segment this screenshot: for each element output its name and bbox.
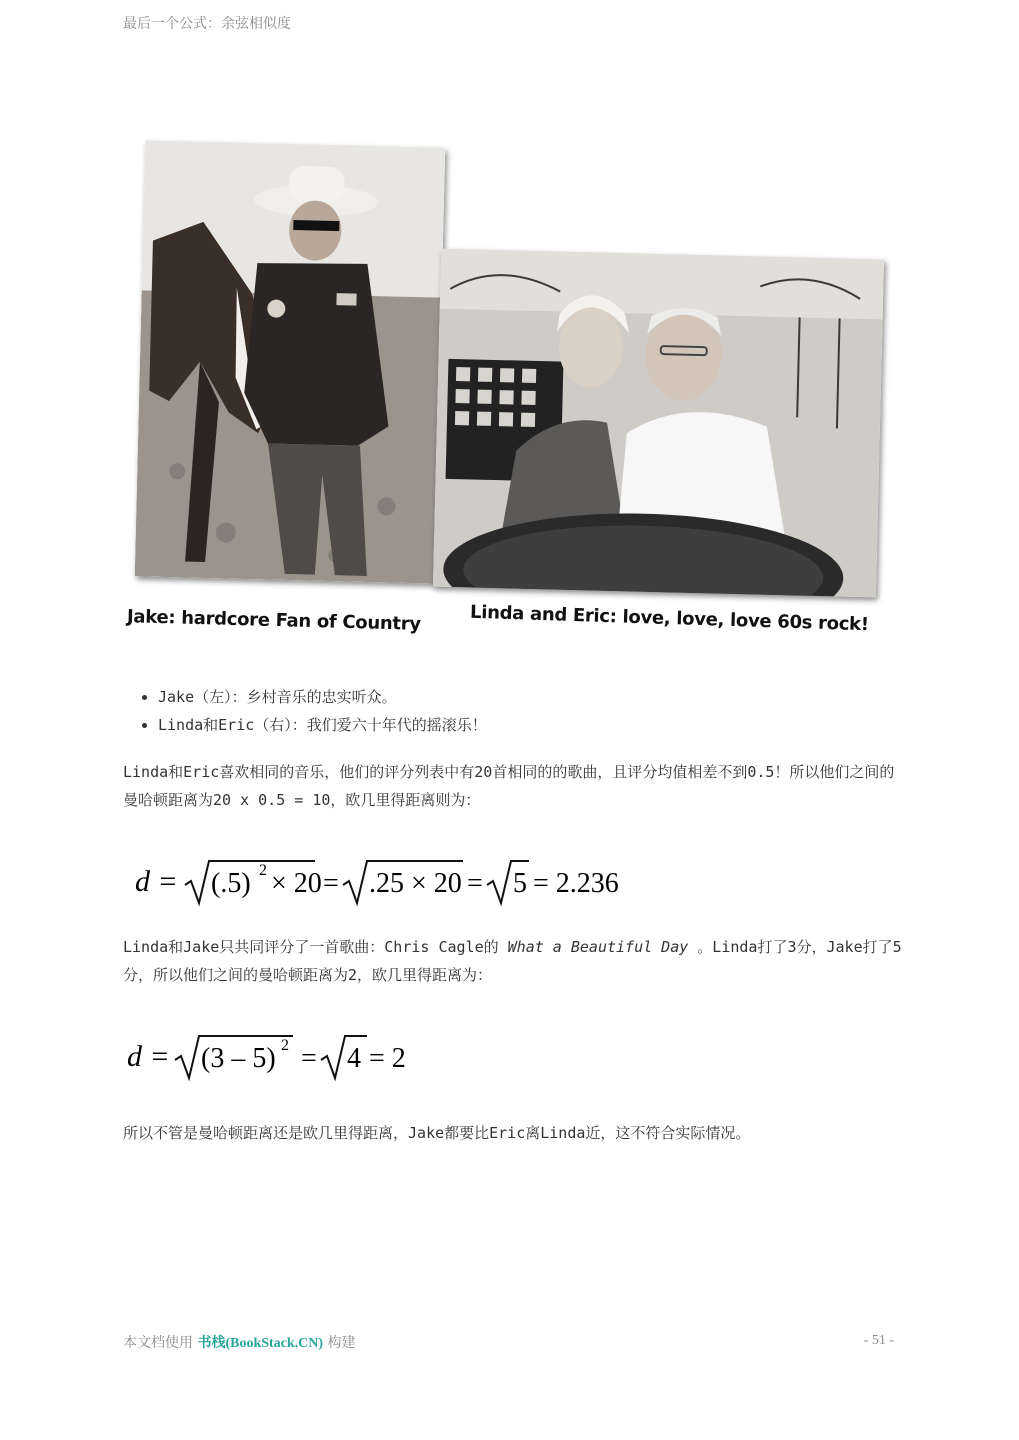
paragraph-linda-eric: Linda和Eric喜欢相同的音乐，他们的评分列表中有20首相同的的歌曲，且评分均值相差不到0.5！所以他们之间的曼哈顿距离为20 x 0.5 = 10，欧几里得距离则为： bbox=[123, 763, 895, 809]
page-header: 最后一个公式：余弦相似度 bbox=[123, 16, 291, 32]
formula-euclidean-linda-jake bbox=[125, 1028, 445, 1083]
caption-linda-eric: Linda and Eric: love, love, love 60s rock! bbox=[469, 601, 870, 636]
formula-inner-1: (3 – 5) bbox=[201, 1043, 276, 1074]
formula-result: = 2.236 bbox=[533, 868, 619, 899]
song-title: What a Beautiful Day bbox=[507, 938, 689, 956]
footer-prefix: 本文档使用 bbox=[123, 1335, 198, 1351]
formula-result: = 2 bbox=[369, 1043, 406, 1074]
footer-suffix: 构建 bbox=[323, 1335, 356, 1351]
paragraph-text: 。Linda打了3分，Jake打了5分，所以他们之间的曼哈顿距离为2，欧几里得距离为： bbox=[123, 938, 902, 984]
formula-exponent: 2 bbox=[259, 862, 267, 879]
formula-eq-2: = bbox=[467, 868, 483, 899]
formula-eq-1: = bbox=[323, 868, 339, 899]
couple-at-table-image bbox=[433, 249, 884, 598]
formula-lhs: d = bbox=[135, 865, 178, 898]
paragraph-linda-jake bbox=[123, 933, 903, 989]
paragraph-conclusion: 所以不管是曼哈顿距离还是欧几里得距离，Jake都要比Eric离Linda近，这不符合实际情况。 bbox=[123, 1124, 751, 1142]
formula-inner-2: 4 bbox=[347, 1043, 361, 1074]
bookstack-link[interactable]: 书栈(BookStack.CN) bbox=[197, 1336, 324, 1351]
formula-exponent: 2 bbox=[281, 1037, 289, 1054]
formula-inner-1: (.5) bbox=[211, 868, 251, 899]
formula-euclidean-linda-eric bbox=[133, 855, 633, 910]
photo-linda-eric bbox=[433, 249, 884, 598]
paragraph-text: Linda和Jake只共同评分了一首歌曲：Chris Cagle的 bbox=[123, 938, 508, 956]
formula-inner-2: .25 × 20 bbox=[369, 868, 462, 899]
list-item: • Linda和Eric（右）：我们爱六十年代的摇滚乐！ bbox=[158, 711, 487, 739]
bullet-list bbox=[122, 683, 487, 739]
formula-eq-1: = bbox=[301, 1043, 317, 1074]
formula-inner-3: 5 bbox=[513, 868, 527, 899]
page-number: - 51 - bbox=[863, 1333, 894, 1348]
formula-lhs: d = bbox=[127, 1040, 170, 1073]
formula-times: × 20 bbox=[271, 868, 322, 899]
caption-jake: Jake: hardcore Fan of Country bbox=[126, 606, 422, 635]
cowboy-with-horse-image bbox=[135, 140, 446, 583]
list-item: • Jake（左）：乡村音乐的忠实听众。 bbox=[158, 683, 487, 711]
photo-jake bbox=[135, 140, 446, 583]
photo-figure bbox=[122, 136, 902, 656]
footer-credit bbox=[123, 1332, 356, 1352]
